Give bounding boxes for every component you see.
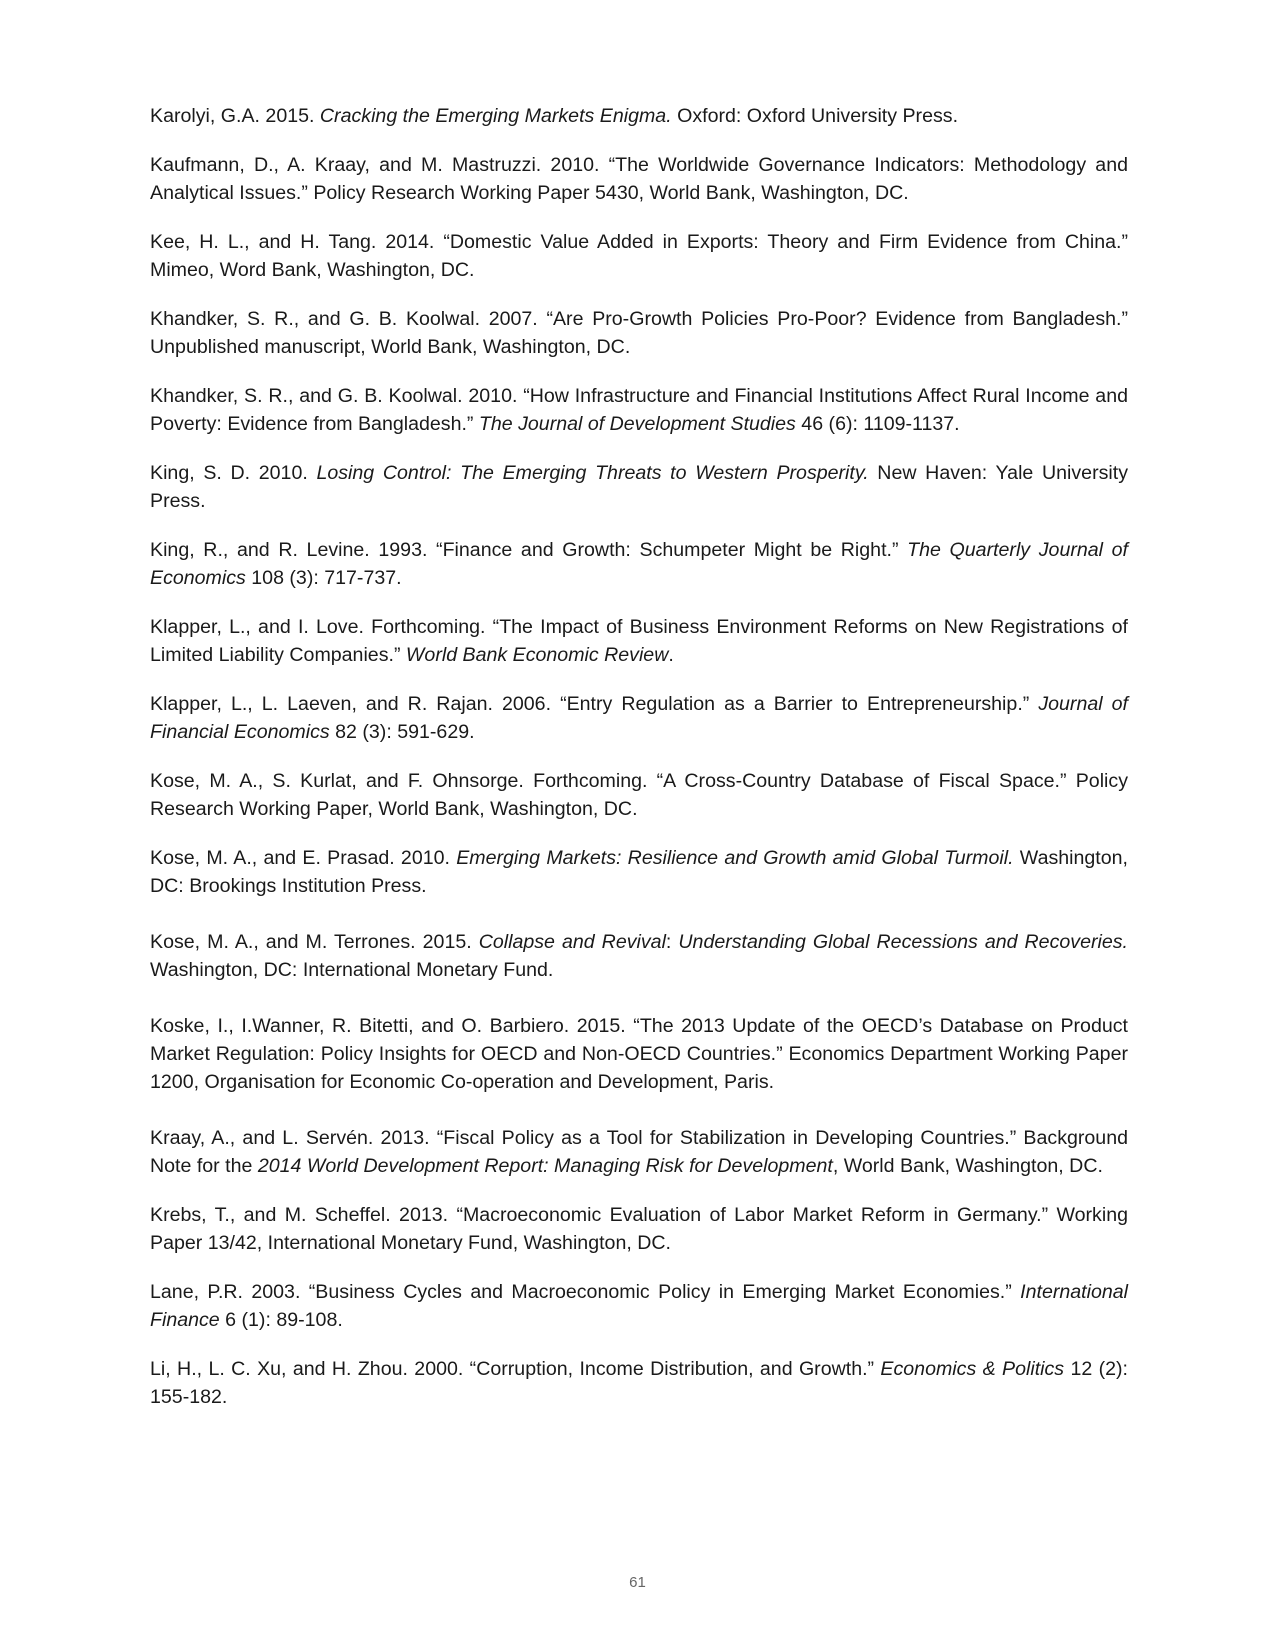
reference-text: Krebs, T., and M. Scheffel. 2013. “Macroeconomic Evaluation of Labor Market Reform in Germany.” Working Paper 13/42, International Monetary Fund, Washington, DC. [150,1204,1128,1254]
reference-italic-title: Losing Control: The Emerging Threats to Western Prosperity. [316,462,869,484]
reference-entry [150,536,1128,592]
reference-entry [150,459,1128,515]
reference-text: Koske, I., I.Wanner, R. Bitetti, and O. Barbiero. 2015. “The 2013 Update of the OECD’s Database on Product Market Regulation: Policy Insights for OECD and Non-OECD Countries.” Economics Department Working Paper 1200, Organisation for Economic Co-operation and Development, Paris. [150,1015,1128,1093]
reference-text: Khandker, S. R., and G. B. Koolwal. 2007. “Are Pro-Growth Policies Pro-Poor? Evidence from Bangladesh.” Unpublished manuscript, World Bank, Washington, DC. [150,308,1128,358]
page-number: 61 [629,1574,646,1591]
reference-text: New Haven: Yale University Press. [150,462,1128,512]
reference-italic-title: Emerging Markets: Resilience and Growth amid Global Turmoil. [456,847,1014,869]
reference-text: King, R., and R. Levine. 1993. “Finance and Growth: Schumpeter Might be Right.” [150,539,908,561]
reference-text: 82 (3): 591-629. [329,721,475,743]
reference-text: Kee, H. L., and H. Tang. 2014. “Domestic Value Added in Exports: Theory and Firm Evidence from China.” Mimeo, Word Bank, Washington, DC. [150,231,1128,281]
reference-text: Washington, DC: International Monetary Fund. [150,959,554,981]
reference-text: Kraay, A., and L. Servén. 2013. “Fiscal Policy as a Tool for Stabilization in Developing Countries.” Background Note for the [150,1127,1128,1177]
reference-italic-title: Cracking the Emerging Markets Enigma. [319,105,672,127]
reference-entry [150,1201,1128,1257]
reference-text: King, S. D. 2010. [150,462,317,484]
reference-text: Khandker, S. R., and G. B. Koolwal. 2010. “How Infrastructure and Financial Institutions Affect Rural Income and Poverty: Evidence from Bangladesh.” [150,385,1128,435]
reference-italic-title: Economics & Politics [880,1358,1065,1380]
reference-entry [150,151,1128,207]
reference-entry [150,844,1128,900]
reference-italic-title: Understanding Global Recessions and Recoveries. [678,931,1128,953]
reference-entry [150,928,1128,984]
reference-entry [150,690,1128,746]
reference-text: , World Bank, Washington, DC. [832,1155,1103,1177]
reference-text: Karolyi, G.A. 2015. [150,105,320,127]
reference-text: Lane, P.R. 2003. “Business Cycles and Macroeconomic Policy in Emerging Market Economies.” [150,1281,1021,1303]
reference-entry [150,1278,1128,1334]
reference-text: Li, H., L. C. Xu, and H. Zhou. 2000. “Corruption, Income Distribution, and Growth.” [150,1358,881,1380]
reference-italic-title: Collapse and Revival [478,931,666,953]
reference-entry [150,767,1128,823]
reference-entry [150,228,1128,284]
reference-text: Kaufmann, D., A. Kraay, and M. Mastruzzi. 2010. “The Worldwide Governance Indicators: Methodology and Analytical Issues.” Policy Research Working Paper 5430, World Bank, Washington, DC. [150,154,1128,204]
reference-text: Kose, M. A., and M. Terrones. 2015. [150,931,479,953]
reference-entry [150,305,1128,361]
reference-text: Washington, DC: Brookings Institution Press. [150,847,1128,897]
reference-text: Klapper, L., L. Laeven, and R. Rajan. 2006. “Entry Regulation as a Barrier to Entrepreneurship.” [150,693,1039,715]
reference-entry [150,102,1128,130]
reference-text: : [665,931,679,953]
reference-text: 46 (6): 1109-1137. [795,413,960,435]
reference-italic-title: The Journal of Development Studies [478,413,796,435]
reference-text: Kose, M. A., S. Kurlat, and F. Ohnsorge. Forthcoming. “A Cross-Country Database of Fiscal Space.” Policy Research Working Paper, World Bank, Washington, DC. [150,770,1128,820]
reference-text: Oxford: Oxford University Press. [671,105,959,127]
reference-italic-title: Journal of Financial Economics [150,693,1128,743]
reference-text: 6 (1): 89-108. [219,1309,343,1331]
reference-entry [150,382,1128,438]
reference-italic-title: International Finance [150,1281,1128,1331]
reference-italic-title: 2014 World Development Report: Managing Risk for Development [257,1155,833,1177]
reference-list [150,102,1128,1432]
reference-italic-title: World Bank Economic Review [405,644,669,666]
reference-text: . [668,644,674,666]
reference-entry [150,1124,1128,1180]
reference-text: 108 (3): 717-737. [245,567,402,589]
reference-text: Klapper, L., and I. Love. Forthcoming. “The Impact of Business Environment Reforms on New Registrations of Limited Liability Companies.” [150,616,1128,666]
reference-text: 12 (2): 155-182. [150,1358,1128,1408]
reference-text: Kose, M. A., and E. Prasad. 2010. [150,847,457,869]
reference-entry [150,1355,1128,1411]
reference-entry [150,1012,1128,1096]
reference-entry [150,613,1128,669]
reference-italic-title: The Quarterly Journal of Economics [150,539,1128,589]
